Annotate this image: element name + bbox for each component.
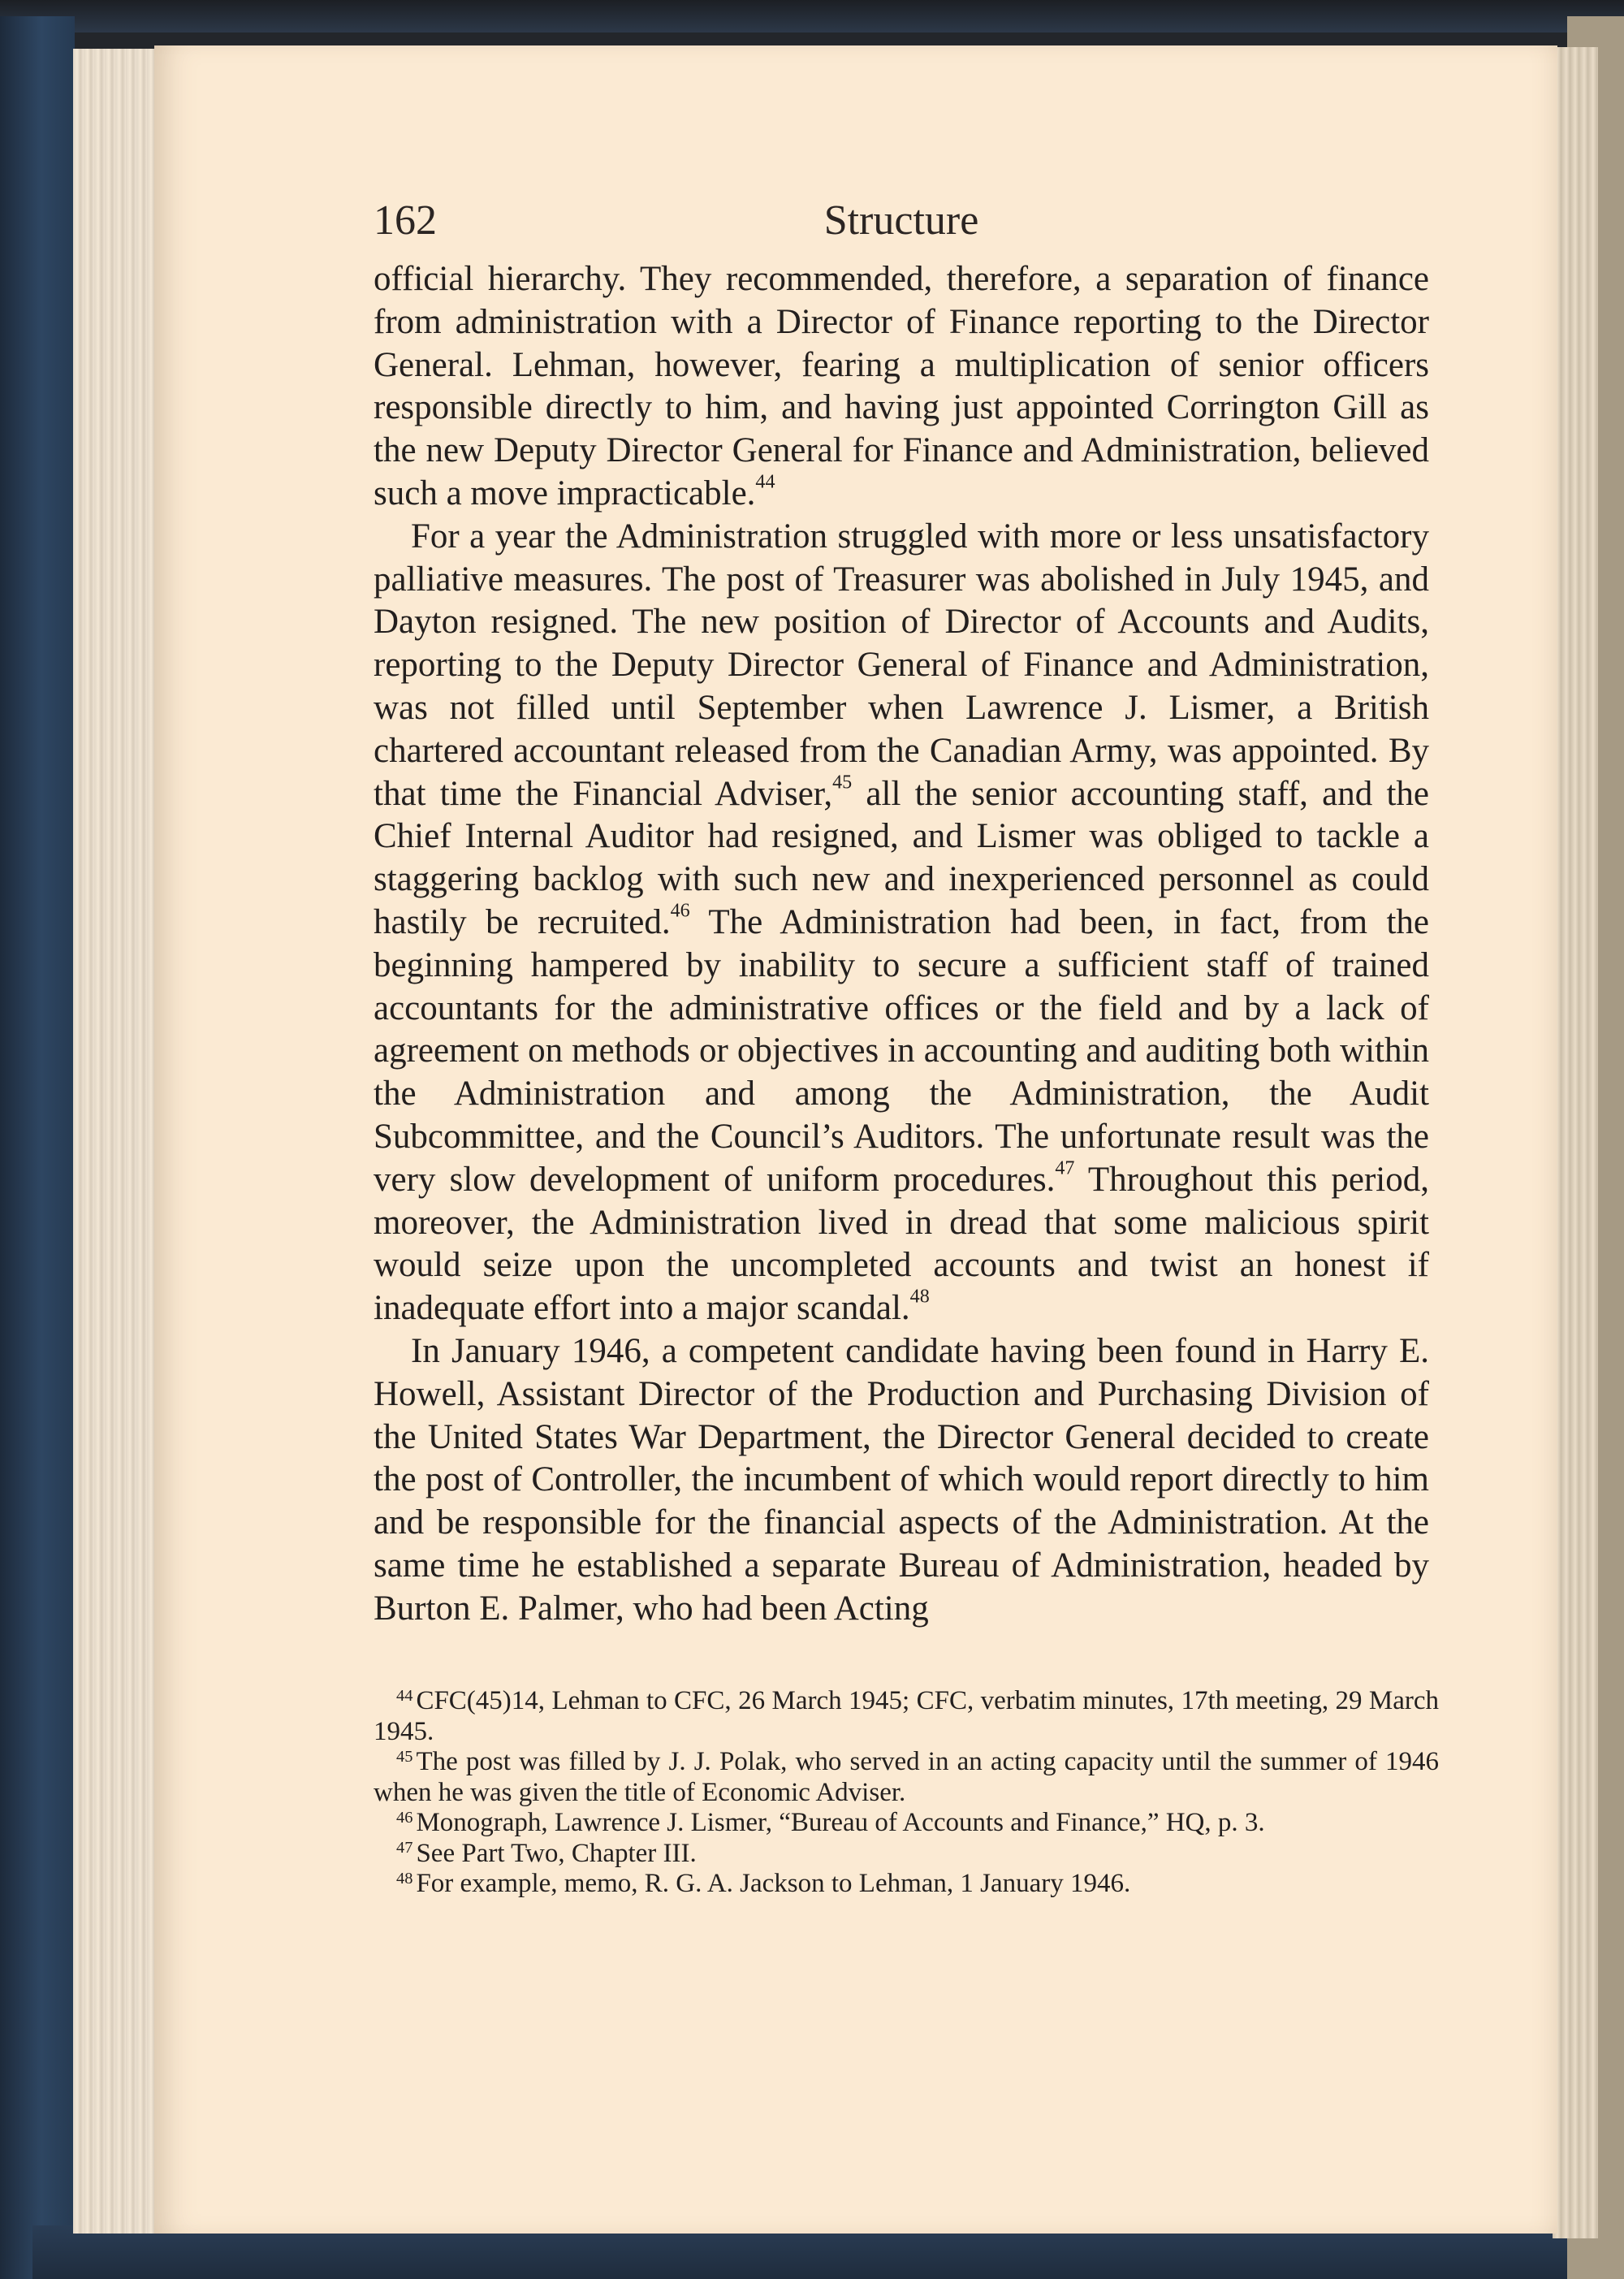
- footnote-ref: 45: [832, 772, 853, 794]
- page-header: [374, 197, 1429, 253]
- text-run: For a year the Administration struggled with more or less unsatisfactory palliative measures. The post of Treasurer was abolished in July 1945, and Dayton resigned. The new position of Director of Accounts and Audits, reporting to the Deputy Director General of Finance and Administration, was not filled until September when Lawrence J. Lismer, a British chartered accountant released from the Canadian Army, was appointed. By that time the Financial Adviser,: [374, 517, 1429, 813]
- footnote-number: 44: [396, 1686, 413, 1705]
- text-run: Throughout this period, moreover, the Administration lived in dread that some malicious spirit would seize upon the uncompleted accounts and twist an honest if inadequate effort into a major scandal.: [374, 1160, 1430, 1328]
- footnote-46: [374, 1808, 1439, 1839]
- page-edges-left: [73, 49, 162, 2234]
- book-cover-spine: [0, 16, 75, 2279]
- footnote-text: See Part Two, Chapter III.: [416, 1838, 697, 1868]
- footnote-number: 48: [396, 1869, 413, 1888]
- footnote-ref: 47: [1055, 1157, 1075, 1179]
- footnote-text: For example, memo, R. G. A. Jackson to Lehman, 1 January 1946.: [416, 1869, 1131, 1898]
- paragraph-3: [374, 1330, 1429, 1631]
- footnotes: [374, 1686, 1439, 1900]
- body-text: [374, 258, 1429, 1631]
- text-run: official hierarchy. They recommended, therefore, a separation of finance from administration with a Director of Finance reporting to the Director General. Lehman, however, fearing a multiplication of senior officers responsible directly to him, and having just appointed Corrington Gill as the new Deputy Director General for Finance and Administration, believed such a move impracticable.: [374, 260, 1429, 512]
- running-head: Structure: [823, 197, 979, 244]
- footnote-44: [374, 1686, 1439, 1747]
- footnote-47: [374, 1839, 1439, 1870]
- footnote-text: CFC(45)14, Lehman to CFC, 26 March 1945; CFC, verbatim minutes, 17th meeting, 29 March 1945.: [374, 1686, 1439, 1746]
- paragraph-1: [374, 258, 1429, 516]
- paragraph-2: [374, 516, 1429, 1330]
- text-run: all the senior accounting staff, and the Chief Internal Auditor had resigned, and Lismer was obliged to tackle a staggering backlog with such new and inexperienced personnel as could hastily be recruited.: [374, 774, 1429, 941]
- footnote-number: 45: [396, 1747, 413, 1766]
- text-run: The Administration had been, in fact, from the beginning hampered by inability to secure a sufficient staff of trained accountants for the administrative offices or the field and by a lack of agreement on methods or objectives in accounting and auditing both within the Administration and among the Administration, the Audit Subcommittee, and the Council’s Auditors. The unfortunate result was the very slow development of uniform procedures.: [374, 902, 1429, 1199]
- footnote-text: The post was filled by J. J. Polak, who served in an acting capacity until the summer of 1946 when he was given the title of Economic Adviser.: [374, 1747, 1439, 1807]
- footnote-ref: 48: [909, 1286, 930, 1308]
- footnote-number: 46: [396, 1808, 413, 1827]
- footnote-48: [374, 1869, 1439, 1900]
- footnote-text: Monograph, Lawrence J. Lismer, “Bureau of Accounts and Finance,” HQ, p. 3.: [416, 1808, 1265, 1837]
- book-cover-top: [0, 0, 1624, 32]
- page-number: 162: [374, 197, 437, 244]
- page-edges-right: [1553, 47, 1598, 2238]
- footnote-ref: 44: [755, 471, 775, 493]
- text-run: In January 1946, a competent candidate having been found in Harry E. Howell, Assistant Director of the Production and Purchasing Division of the United States War Department, the Director General decided to create the post of Controller, the incumbent of which would report directly to him and be responsible for the financial aspects of the Administration. At the same time he established a separate Bureau of Administration, headed by Burton E. Palmer, who had been Acting: [374, 1331, 1429, 1628]
- footnote-ref: 46: [670, 900, 690, 922]
- footnote-number: 47: [396, 1839, 413, 1857]
- footnote-45: [374, 1747, 1439, 1808]
